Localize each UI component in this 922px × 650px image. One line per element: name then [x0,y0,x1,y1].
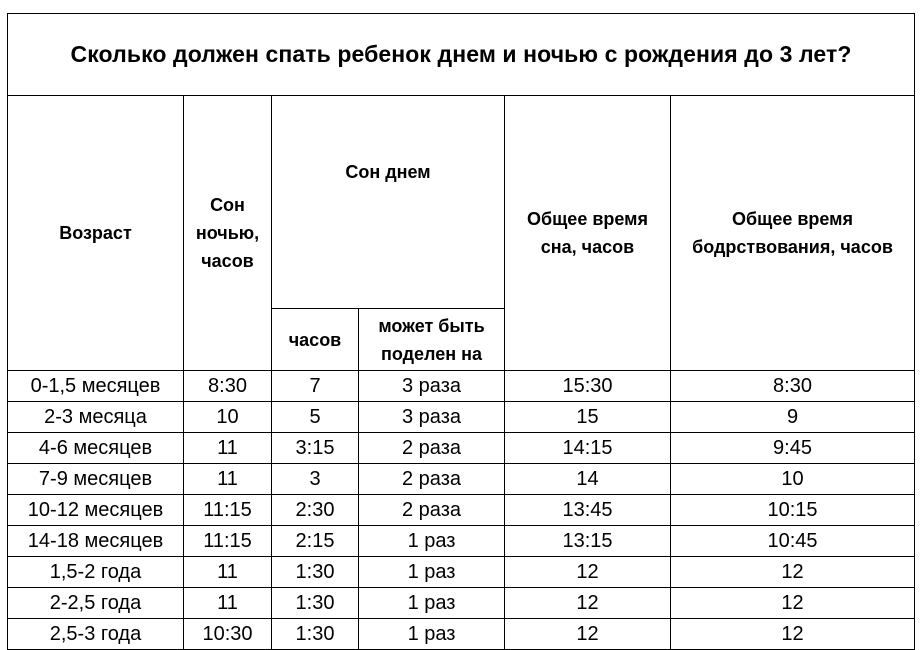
cell-total-sleep: 14:15 [505,433,671,464]
cell-age: 2-2,5 года [8,588,184,619]
cell-total-sleep: 14 [505,464,671,495]
cell-day-hours: 3:15 [272,433,359,464]
cell-total-sleep: 12 [505,619,671,650]
cell-day-split: 3 раза [359,402,505,433]
cell-day-hours: 2:30 [272,495,359,526]
table-row [8,588,915,619]
table-row [8,557,915,588]
cell-total-awake: 10:15 [671,495,915,526]
cell-night-sleep: 11 [184,588,272,619]
cell-total-awake: 9:45 [671,433,915,464]
cell-day-hours: 5 [272,402,359,433]
header-age: Возраст [8,96,184,371]
cell-total-sleep: 15:30 [505,371,671,402]
cell-night-sleep: 11 [184,464,272,495]
cell-day-hours: 1:30 [272,557,359,588]
table-row [8,371,915,402]
cell-total-awake: 10 [671,464,915,495]
cell-night-sleep: 8:30 [184,371,272,402]
sleep-table [7,13,915,650]
table-title: Сколько должен спать ребенок днем и ночью с рождения до 3 лет? [8,14,915,96]
header-total-sleep: Общее время сна, часов [505,96,671,371]
cell-night-sleep: 11:15 [184,495,272,526]
cell-day-split: 2 раза [359,433,505,464]
cell-day-hours: 7 [272,371,359,402]
cell-night-sleep: 10 [184,402,272,433]
header-row [8,96,915,309]
table-row [8,619,915,650]
cell-age: 10-12 месяцев [8,495,184,526]
cell-total-awake: 12 [671,557,915,588]
cell-day-split: 1 раз [359,557,505,588]
table-row [8,402,915,433]
cell-day-hours: 1:30 [272,619,359,650]
cell-night-sleep: 11 [184,433,272,464]
cell-day-hours: 3 [272,464,359,495]
table-row [8,433,915,464]
cell-total-awake: 12 [671,588,915,619]
cell-age: 2-3 месяца [8,402,184,433]
cell-day-split: 1 раз [359,588,505,619]
cell-total-sleep: 13:45 [505,495,671,526]
cell-age: 14-18 месяцев [8,526,184,557]
cell-age: 7-9 месяцев [8,464,184,495]
cell-age: 2,5-3 года [8,619,184,650]
cell-night-sleep: 11:15 [184,526,272,557]
cell-day-split: 1 раз [359,619,505,650]
cell-night-sleep: 10:30 [184,619,272,650]
cell-total-sleep: 15 [505,402,671,433]
cell-age: 4-6 месяцев [8,433,184,464]
cell-total-sleep: 12 [505,557,671,588]
cell-night-sleep: 11 [184,557,272,588]
header-night-sleep: Сон ночью, часов [184,96,272,371]
header-total-awake: Общее время бодрствования, часов [671,96,915,371]
cell-day-hours: 2:15 [272,526,359,557]
cell-age: 0-1,5 месяцев [8,371,184,402]
table-body [8,371,915,650]
cell-day-split: 3 раза [359,371,505,402]
cell-day-split: 1 раз [359,526,505,557]
cell-total-awake: 8:30 [671,371,915,402]
cell-age: 1,5-2 года [8,557,184,588]
cell-total-sleep: 13:15 [505,526,671,557]
table-row [8,464,915,495]
header-day-hours: часов [272,309,359,371]
cell-total-awake: 12 [671,619,915,650]
cell-total-sleep: 12 [505,588,671,619]
header-day-sleep: Сон днем [272,96,505,309]
header-day-split: может быть поделен на [359,309,505,371]
cell-day-split: 2 раза [359,464,505,495]
cell-total-awake: 9 [671,402,915,433]
cell-day-split: 2 раза [359,495,505,526]
table-row [8,526,915,557]
cell-day-hours: 1:30 [272,588,359,619]
cell-total-awake: 10:45 [671,526,915,557]
title-row [8,14,915,96]
table-row [8,495,915,526]
